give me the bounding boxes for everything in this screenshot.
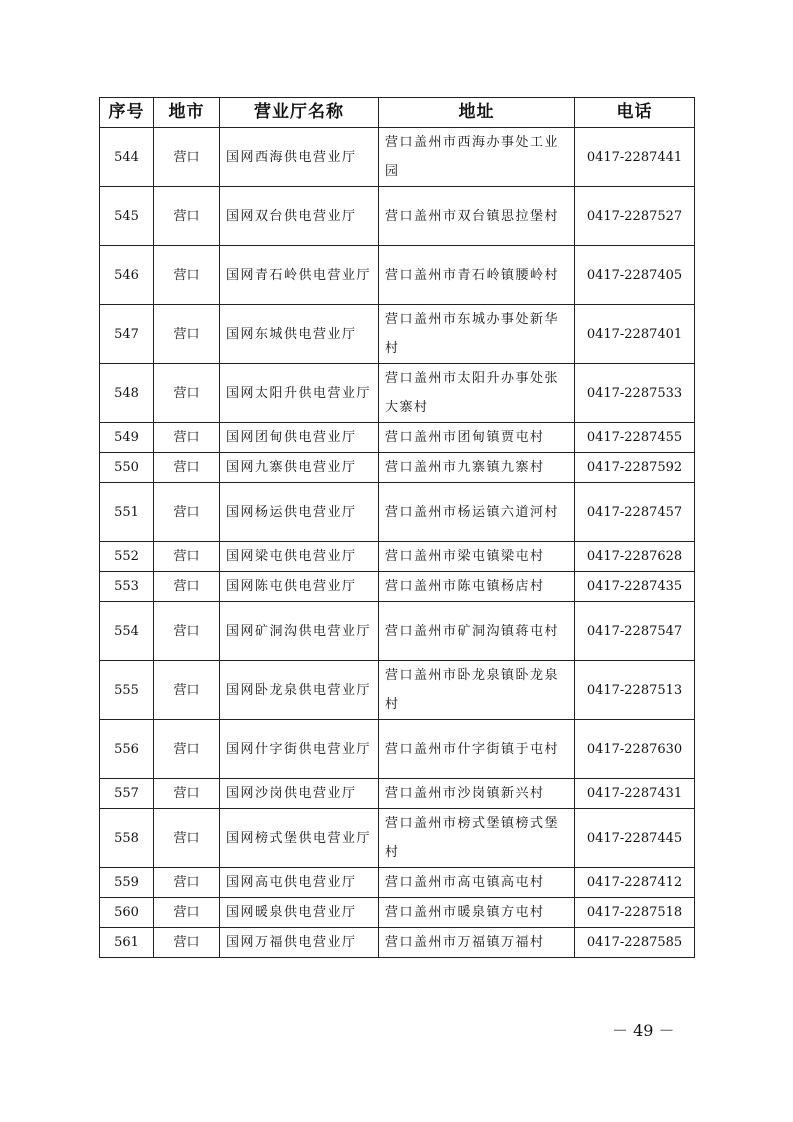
row-phone: 0417-2287518 [575, 898, 695, 928]
row-phone: 0417-2287412 [575, 868, 695, 898]
table-header-row [100, 98, 695, 128]
header-no: 序号 [100, 98, 154, 128]
row-hall-name: 国网万福供电营业厅 [226, 935, 357, 950]
row-address: 营口盖州市卧龙泉镇卧龙泉村 [385, 668, 560, 712]
row-city: 营口 [154, 572, 220, 602]
row-phone: 0417-2287445 [575, 809, 695, 868]
row-no: 553 [100, 572, 154, 602]
row-no: 544 [100, 128, 154, 187]
row-hall-name: 国网暖泉供电营业厅 [226, 905, 357, 920]
header-address: 地址 [379, 98, 575, 128]
row-city: 营口 [154, 602, 220, 661]
table-row [100, 542, 695, 572]
row-no: 546 [100, 246, 154, 305]
row-phone: 0417-2287401 [575, 305, 695, 364]
row-city: 营口 [154, 928, 220, 958]
row-phone: 0417-2287592 [575, 453, 695, 483]
row-hall-name: 国网杨运供电营业厅 [226, 504, 357, 520]
row-address: 营口盖州市双台镇思拉堡村 [385, 208, 560, 224]
row-phone: 0417-2287441 [575, 128, 695, 187]
row-phone: 0417-2287455 [575, 423, 695, 453]
row-address: 营口盖州市沙岗镇新兴村 [385, 786, 545, 801]
table-row [100, 602, 695, 661]
table-row [100, 898, 695, 928]
row-address: 营口盖州市矿洞沟镇蒋屯村 [385, 623, 560, 639]
row-no: 560 [100, 898, 154, 928]
row-address: 营口盖州市青石岭镇腰岭村 [385, 267, 560, 283]
row-hall-name: 国网高屯供电营业厅 [226, 875, 357, 890]
row-city: 营口 [154, 542, 220, 572]
row-no: 555 [100, 661, 154, 720]
row-city: 营口 [154, 720, 220, 779]
row-address: 营口盖州市杨运镇六道河村 [385, 504, 560, 520]
row-city: 营口 [154, 483, 220, 542]
row-no: 547 [100, 305, 154, 364]
table-row [100, 128, 695, 187]
row-phone: 0417-2287435 [575, 572, 695, 602]
row-no: 550 [100, 453, 154, 483]
row-no: 545 [100, 187, 154, 246]
row-phone: 0417-2287533 [575, 364, 695, 423]
row-address: 营口盖州市榜式堡镇榜式堡村 [385, 816, 560, 860]
row-address: 营口盖州市东城办事处新华村 [385, 312, 560, 356]
row-city: 营口 [154, 868, 220, 898]
row-hall-name: 国网梁屯供电营业厅 [226, 549, 357, 564]
row-address: 营口盖州市暖泉镇方屯村 [385, 905, 545, 920]
row-hall-name: 国网什字街供电营业厅 [226, 741, 372, 757]
row-phone: 0417-2287405 [575, 246, 695, 305]
row-address: 营口盖州市梁屯镇梁屯村 [385, 549, 545, 564]
row-no: 559 [100, 868, 154, 898]
row-hall-name: 国网矿洞沟供电营业厅 [226, 623, 372, 639]
row-no: 556 [100, 720, 154, 779]
row-city: 营口 [154, 305, 220, 364]
row-phone: 0417-2287547 [575, 602, 695, 661]
row-phone: 0417-2287513 [575, 661, 695, 720]
row-city: 营口 [154, 246, 220, 305]
row-hall-name: 国网太阳升供电营业厅 [226, 385, 372, 401]
row-hall-name: 国网沙岗供电营业厅 [226, 786, 357, 801]
header-city: 地市 [154, 98, 220, 128]
row-city: 营口 [154, 364, 220, 423]
row-no: 561 [100, 928, 154, 958]
row-no: 548 [100, 364, 154, 423]
table-row [100, 720, 695, 779]
row-hall-name: 国网陈屯供电营业厅 [226, 579, 357, 594]
service-hall-table [99, 97, 695, 958]
row-no: 558 [100, 809, 154, 868]
row-address: 营口盖州市太阳升办事处张大寨村 [385, 371, 560, 415]
header-hall-name: 营业厅名称 [220, 98, 379, 128]
row-no: 554 [100, 602, 154, 661]
table-row [100, 483, 695, 542]
table-row [100, 246, 695, 305]
row-phone: 0417-2287628 [575, 542, 695, 572]
row-city: 营口 [154, 809, 220, 868]
table-row [100, 453, 695, 483]
row-phone: 0417-2287585 [575, 928, 695, 958]
table-row [100, 423, 695, 453]
document-page [99, 97, 694, 958]
row-city: 营口 [154, 128, 220, 187]
row-no: 551 [100, 483, 154, 542]
page-number: － 49 － [612, 1021, 675, 1040]
header-phone: 电话 [575, 98, 695, 128]
row-hall-name: 国网东城供电营业厅 [226, 326, 357, 342]
row-phone: 0417-2287431 [575, 779, 695, 809]
row-phone: 0417-2287630 [575, 720, 695, 779]
row-hall-name: 国网团甸供电营业厅 [226, 430, 357, 445]
table-row [100, 809, 695, 868]
row-hall-name: 国网榜式堡供电营业厅 [226, 830, 372, 846]
table-row [100, 661, 695, 720]
row-no: 552 [100, 542, 154, 572]
row-city: 营口 [154, 187, 220, 246]
row-hall-name: 国网青石岭供电营业厅 [226, 267, 372, 283]
row-address: 营口盖州市什字街镇于屯村 [385, 741, 560, 757]
row-hall-name: 国网九寨供电营业厅 [226, 460, 357, 475]
row-address: 营口盖州市九寨镇九寨村 [385, 460, 545, 475]
row-address: 营口盖州市陈屯镇杨店村 [385, 579, 545, 594]
row-city: 营口 [154, 423, 220, 453]
row-address: 营口盖州市万福镇万福村 [385, 935, 545, 950]
table-row [100, 868, 695, 898]
table-row [100, 187, 695, 246]
row-phone: 0417-2287527 [575, 187, 695, 246]
table-row [100, 779, 695, 809]
row-phone: 0417-2287457 [575, 483, 695, 542]
row-city: 营口 [154, 779, 220, 809]
row-city: 营口 [154, 661, 220, 720]
row-hall-name: 国网西海供电营业厅 [226, 149, 357, 165]
row-city: 营口 [154, 898, 220, 928]
row-address: 营口盖州市西海办事处工业园 [385, 135, 560, 179]
row-hall-name: 国网卧龙泉供电营业厅 [226, 682, 372, 698]
row-address: 营口盖州市高屯镇高屯村 [385, 875, 545, 890]
row-hall-name: 国网双台供电营业厅 [226, 208, 357, 224]
table-row [100, 305, 695, 364]
row-address: 营口盖州市团甸镇贾屯村 [385, 430, 545, 445]
table-row [100, 572, 695, 602]
row-city: 营口 [154, 453, 220, 483]
row-no: 557 [100, 779, 154, 809]
row-no: 549 [100, 423, 154, 453]
table-row [100, 928, 695, 958]
table-row [100, 364, 695, 423]
